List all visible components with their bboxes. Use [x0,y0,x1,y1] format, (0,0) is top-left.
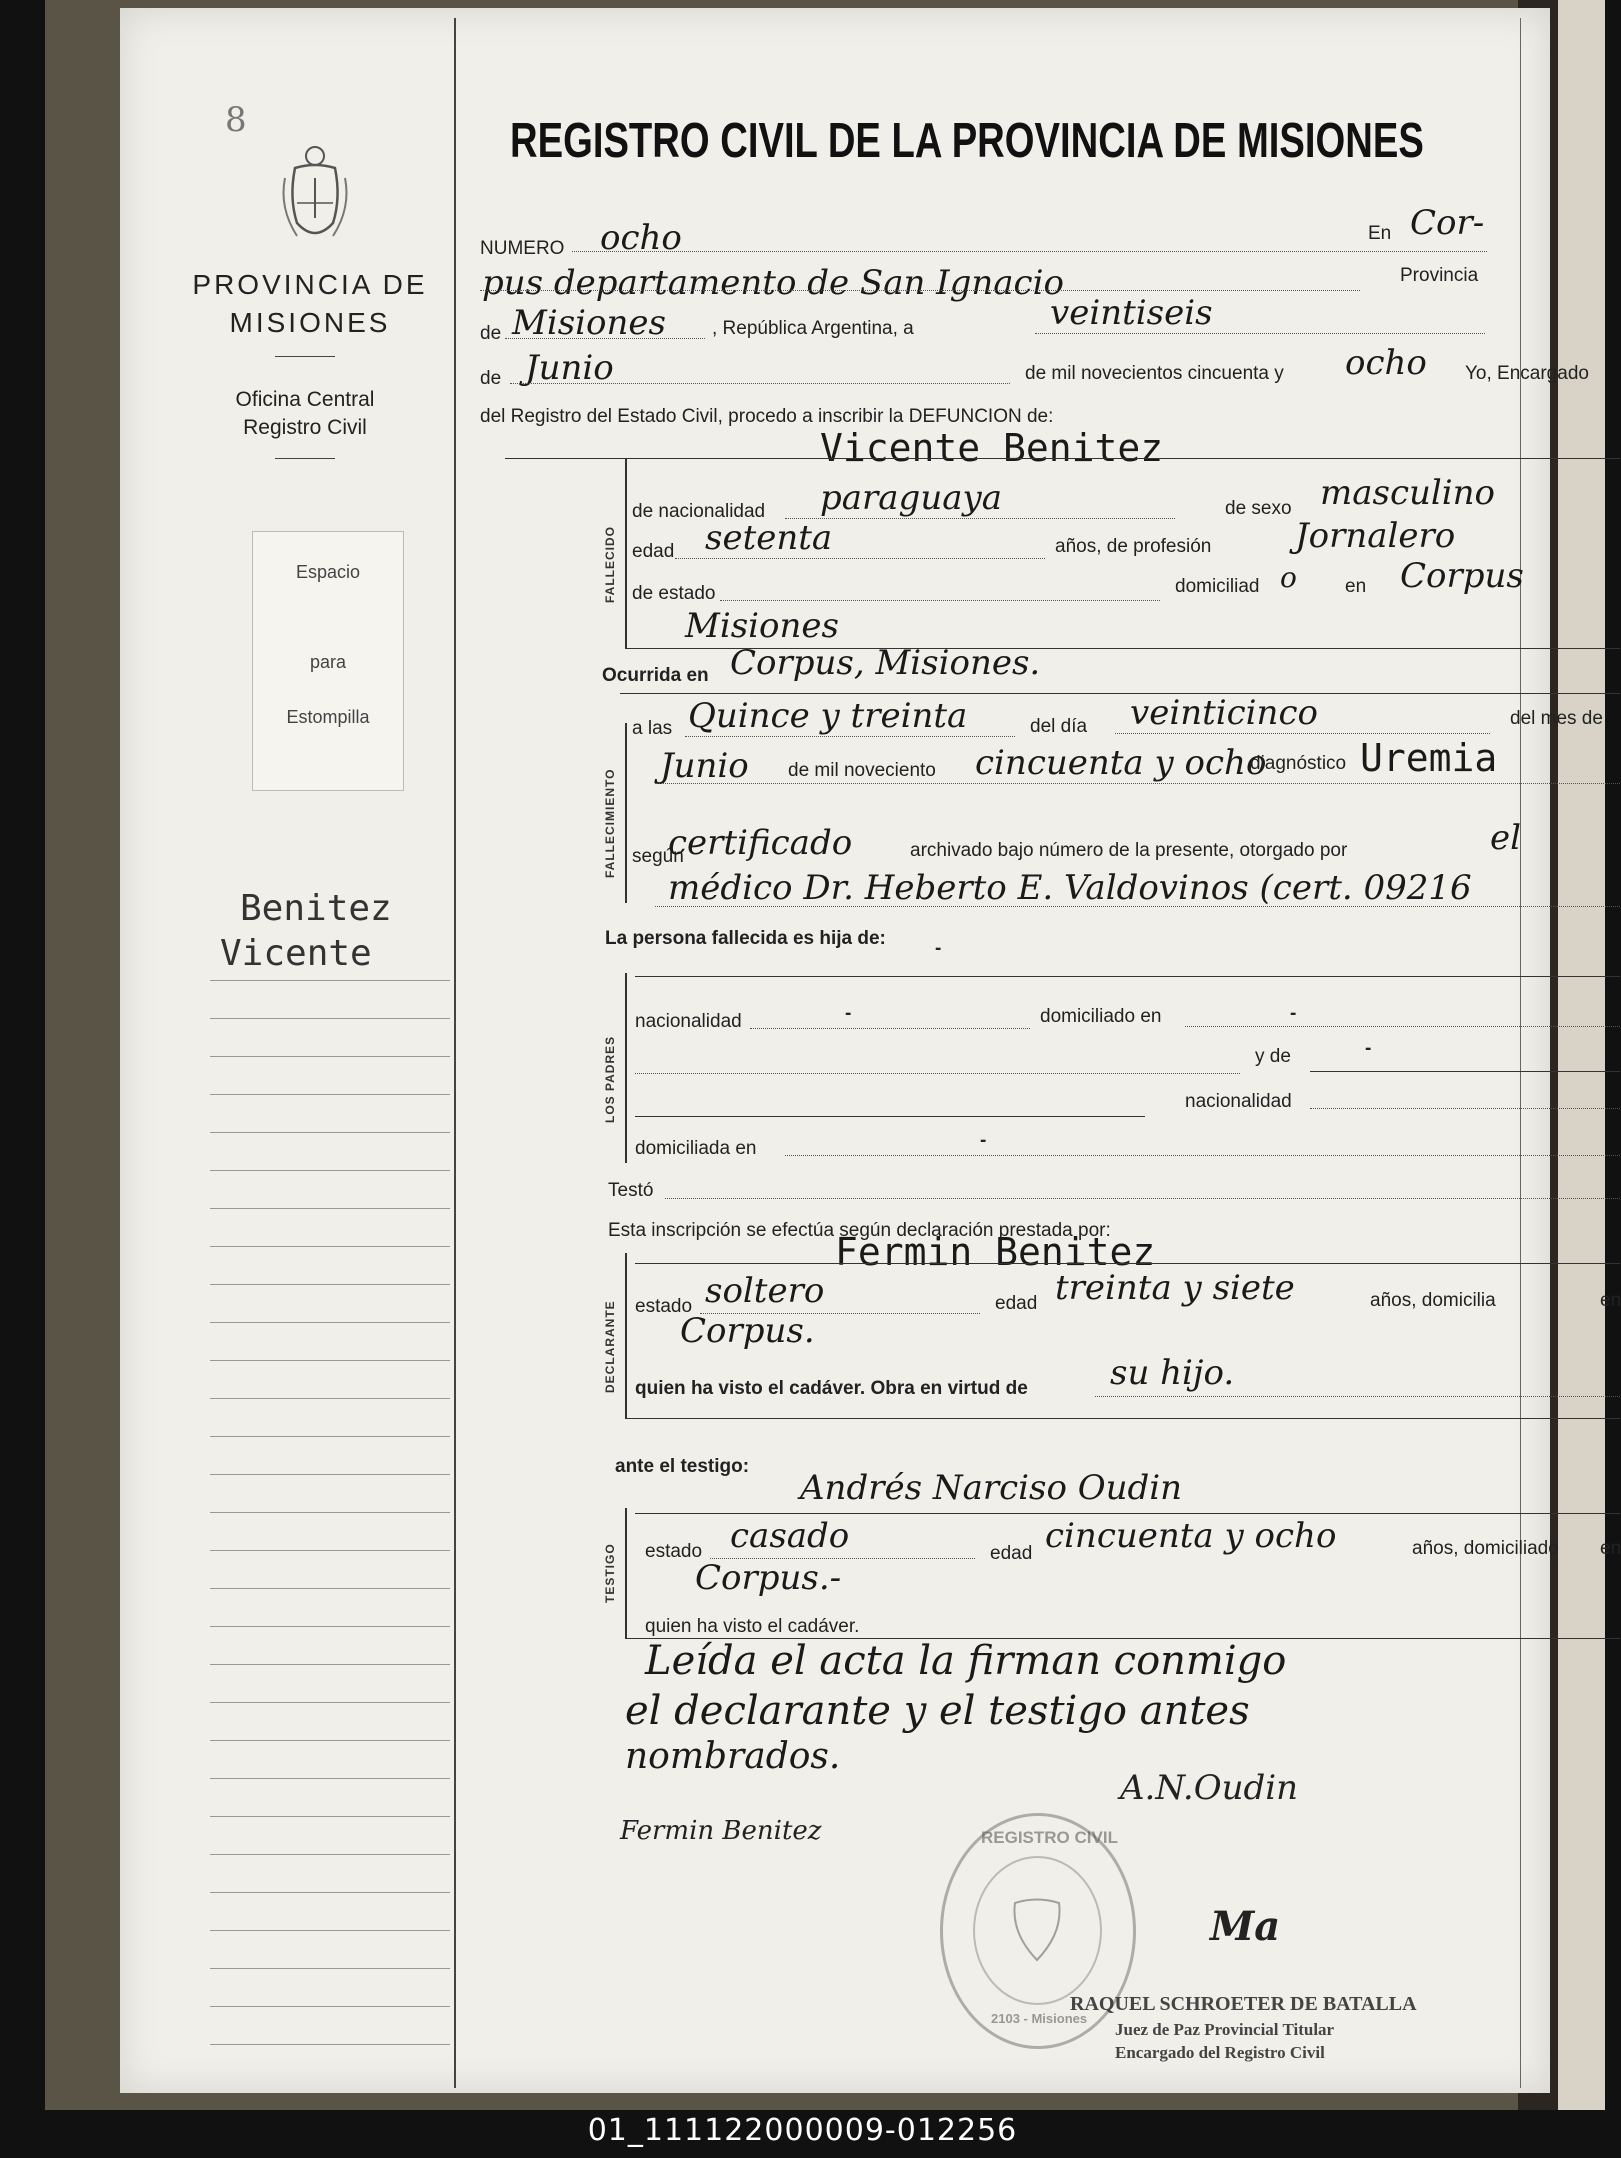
en-label: En [1368,223,1392,244]
de-label: de [480,323,502,344]
margin-ruled-line [210,1360,450,1361]
hija-label: La persona fallecida es hija de: [605,928,886,949]
stamp-box-line3: Estompilla [286,707,370,727]
margin-ruled-line [210,1056,450,1057]
official-title1: Juez de Paz Provincial Titular [1115,2020,1335,2039]
profesion-value: Jornalero [1295,516,1456,556]
declarante-signature: Fermin Benitez [620,1816,822,1846]
fill-line [720,600,1160,601]
registro-line: del Registro del Estado Civil, procedo a inscribir la DEFUNCION de: [480,406,1054,427]
section-line [625,1418,1620,1419]
office-heading [190,386,420,442]
medico-value: médico Dr. Heberto E. Valdovinos (cert. 09216 [668,868,1472,908]
domiciliada-label: domiciliada en [635,1138,757,1159]
testo-label: Testó [608,1180,654,1201]
estado3-label: estado [645,1541,703,1562]
fill-line [685,736,1015,737]
margin-ruled-line [210,1246,450,1247]
locality-value: pus departamento de San Ignacio [482,263,1064,303]
dia-label: del día [1030,716,1088,737]
fill-line [785,518,1175,519]
margin-ruled-line [210,1626,450,1627]
fill-line [572,251,1487,252]
madre-dash: - [1365,1038,1372,1059]
edad-value: setenta [705,518,833,558]
margin-ruled-line [210,2006,450,2007]
divider [275,458,335,459]
margin-ruled-line [210,1930,450,1931]
testigo-signature: A.N.Oudin [1120,1768,1299,1808]
margin-ruled-line [210,1664,450,1665]
hora-value: Quince y treinta [688,696,968,736]
section-line [505,458,1620,459]
divider [275,356,335,357]
stamp-box-line2: para [309,652,347,672]
mes-label: del mes de [1510,708,1603,729]
fallecimiento-label: FALLECIMIENTO [603,768,617,878]
yo-label: Yo, Encargado [1465,363,1589,384]
margin-ruled-line [210,1588,450,1589]
margin-ruled-line [210,1322,450,1323]
seal-text: REGISTRO CIVIL [981,1828,1118,1847]
estado2-value: soltero [705,1271,825,1311]
nacionalidad3-label: nacionalidad [1185,1091,1292,1112]
right-rule [1520,18,1521,2088]
en2-label: en [1345,576,1367,597]
visto-label: quien ha visto el cadáver. Obra en virtud de [635,1378,1028,1399]
fill-line [665,1198,1620,1199]
testigo-label: TESTIGO [603,1543,617,1603]
dom2-value: Corpus. [680,1311,815,1351]
margin-ruled-line [210,1132,450,1133]
domiciliado-suffix: o [1280,561,1297,594]
margin-ruled-line [210,1284,450,1285]
numero-value: ocho [600,218,682,258]
estado-label: de estado [632,583,716,604]
margin-firstname: Vicente [220,933,372,974]
margin-ruled-line [210,1550,450,1551]
margin-ruled-line [210,1854,450,1855]
republica-label: , República Argentina, a [712,318,914,339]
archivado-label: archivado bajo número de la presente, otorgado por [910,840,1348,861]
margin-ruled-line [210,1436,450,1437]
closing-line1: Leída el acta la firman conmigo [645,1638,1287,1684]
nacionalidad-value: paraguaya [820,478,1002,518]
edad3-value: cincuenta y ocho [1045,1516,1337,1556]
nacionalidad2-label: nacionalidad [635,1011,742,1032]
fill-line [480,290,1360,291]
margin-ruled-line [210,1816,450,1817]
declarante-label: DECLARANTE [603,1300,617,1393]
left-margin-column [120,8,455,2093]
en3-label: en [1600,1290,1621,1311]
fill-line [675,558,1045,559]
ocurrida-value: Corpus, Misiones. [730,643,1041,683]
margin-ruled-line [210,1018,450,1019]
closing-line3: nombrados. [625,1736,841,1777]
anio-value: cincuenta y ocho [975,743,1267,783]
padre-dash: - [935,938,942,959]
section-bracket [625,458,627,648]
province-heading-line1: PROVINCIA DE [192,269,428,300]
sexo-label: de sexo [1225,498,1292,519]
margin-ruled-line [210,2044,450,2045]
fill-line [785,1155,1620,1156]
anios-dom2-label: años, domiciliado [1412,1538,1559,1559]
estado2-label: estado [635,1296,693,1317]
office-heading-line2: Registro Civil [243,416,367,439]
a-las-label: a las [632,718,673,739]
margin-ruled-line [210,980,450,981]
dia-value: veinticinco [1130,693,1318,733]
section-bracket [625,973,627,1163]
year-value: ocho [1345,343,1427,383]
fill-line [1185,1026,1620,1027]
en4-label: en [1600,1538,1621,1559]
fill-line [1095,1396,1620,1397]
inscripcion-label: Esta inscripción se efectúa según declaración prestada por: [608,1220,1111,1241]
virtud-value: su hijo. [1110,1353,1235,1393]
coat-of-arms-icon [1007,1888,1067,1968]
province-heading [130,266,490,342]
domicilio-value2: Misiones [685,606,839,646]
stamp-space-box [252,531,404,791]
y-de-label: y de [1255,1046,1291,1067]
edad-label: edad [632,541,675,562]
margin-ruled-line [210,1702,450,1703]
margin-ruled-line [210,1892,450,1893]
fill-line [635,1073,1240,1074]
fill-line [505,338,705,339]
stamp-box-line1: Espacio [295,562,361,582]
section-line [1310,1071,1620,1072]
section-bracket [625,1508,627,1638]
segun-value: certificado [668,823,853,863]
fill-line [655,906,1620,907]
margin-ruled-line [210,1512,450,1513]
month-value: Junio [525,348,614,388]
register-page [120,8,1621,2093]
margin-ruled-line [210,1208,450,1209]
section-line [635,1116,1145,1117]
margin-ruled-line [210,1398,450,1399]
edad2-label: edad [995,1293,1038,1314]
province-heading-line2: MISIONES [229,307,391,338]
margin-ruled-line [210,1968,450,1969]
madre-dom-dash: - [980,1130,987,1151]
page-number: 8 [225,100,247,140]
visto2-label: quien ha visto el cadáver. [645,1616,860,1637]
padre-nac-dash: - [845,1003,852,1024]
domiciliado-label: domiciliad [1175,576,1260,597]
margin-ruled-line [210,1778,450,1779]
year-label: de mil novecientos cincuenta y [1025,363,1284,384]
province-value: Misiones [512,303,666,343]
seal-bottom-text: 2103 - Misiones [991,2011,1088,2026]
fill-line [1310,1108,1620,1109]
nacionalidad-label: de nacionalidad [632,501,766,522]
diagnostico-value: Uremia [1360,736,1498,780]
section-line [620,693,1620,694]
segun-label: según [632,846,684,867]
section-line [635,1513,1620,1514]
mil-label: de mil noveciento [788,760,936,781]
closing-line2: el declarante y el testigo antes [625,1688,1250,1734]
coat-of-arms-icon [275,138,355,253]
sexo-value: masculino [1320,473,1496,513]
page-title: REGISTRO CIVIL DE LA PROVINCIA DE MISIONES [510,114,1424,168]
testigo-name: Andrés Narciso Oudin [800,1468,1183,1508]
margin-ruled-line [210,1170,450,1171]
ocurrida-label: Ocurrida en [602,665,709,686]
margin-surname: Benitez [240,888,392,929]
edad3-label: edad [990,1543,1033,1564]
declarante-name: Fermin Benitez [835,1230,1156,1274]
official-signature: Ma [1210,1903,1281,1950]
fill-line [750,1028,1030,1029]
anios-dom-label: años, domicilia [1370,1290,1496,1311]
official-title2: Encargado del Registro Civil [1115,2043,1325,2062]
margin-ruled-line [210,1740,450,1741]
section-line [635,976,1620,977]
official-name: RAQUEL SCHROETER DE BATALLA [1070,1993,1417,2015]
numero-label: NUMERO [480,238,565,259]
deceased-name: Vicente Benitez [820,426,1164,470]
margin-ruled-line [210,1474,450,1475]
fill-line [1115,733,1490,734]
domiciliado2-label: domiciliado en [1040,1006,1162,1027]
column-rule [454,18,456,2088]
section-bracket [625,723,627,903]
fill-line [655,783,1620,784]
seal-inner-ring [973,1856,1102,2005]
otorgado-value: el [1490,818,1521,858]
diagnostico-label: diagnóstico [1250,753,1347,774]
edad2-value: treinta y siete [1055,1268,1295,1308]
padre-dom-dash: - [1290,1003,1297,1024]
dom3-value: Corpus.- [695,1558,842,1598]
day-value: veintiseis [1050,293,1213,333]
mes-value: Junio [660,746,749,786]
provincia-label: Provincia [1400,265,1479,286]
estado3-value: casado [730,1516,850,1556]
adjacent-page [1558,0,1605,2110]
en-value: Cor- [1410,203,1485,243]
domicilio-value: Corpus [1400,556,1524,596]
profesion-label: años, de profesión [1055,536,1212,557]
fill-line [1035,333,1485,334]
image-caption: 01_111122000009-012256 [587,2113,1018,2148]
margin-ruled-line [210,1094,450,1095]
testigo-intro: ante el testigo: [615,1456,750,1477]
section-bracket [625,1253,627,1418]
section-line [635,1263,1620,1264]
fallecido-label: FALLECIDO [603,526,617,603]
padres-label: LOS PADRES [603,1035,617,1123]
de2-label: de [480,368,502,389]
office-heading-line1: Oficina Central [235,388,375,411]
fill-line [510,383,1010,384]
